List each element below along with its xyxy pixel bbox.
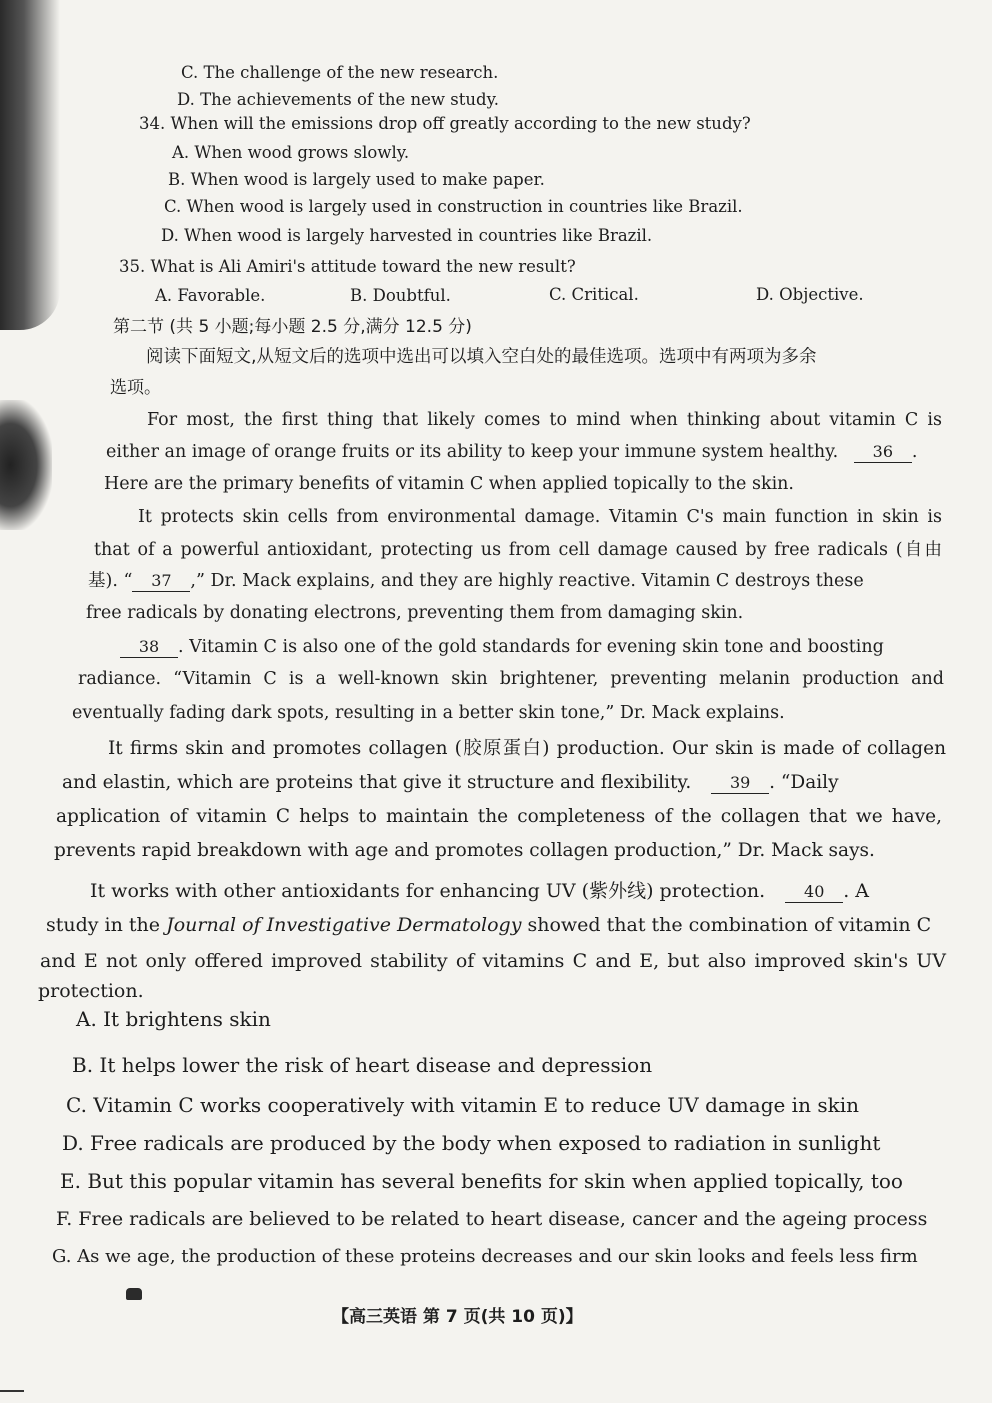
q35-option-b: B. Doubtful. — [350, 286, 451, 305]
scan-mark-icon — [126, 1288, 142, 1300]
blank-38[interactable]: 38 — [120, 637, 178, 658]
q34-option-b: B. When wood is largely used to make paper. — [168, 170, 545, 189]
passage-text: and elastin, which are proteins that give it structure and flexibility. — [62, 772, 692, 793]
option-a[interactable]: A. It brightens skin — [76, 1007, 271, 1031]
passage-text: study in the — [46, 914, 167, 936]
option-e[interactable]: E. But this popular vitamin has several benefits for skin when applied topically, too — [60, 1169, 903, 1193]
passage-text: either an image of orange fruits or its ability to keep your immune system healthy. — [106, 442, 839, 462]
passage-line: It firms skin and promotes collagen (胶原蛋白) production. Our skin is made of collagen — [108, 738, 946, 759]
q34-option-d: D. When wood is largely harvested in countries like Brazil. — [161, 226, 653, 245]
blank-36[interactable]: 36 — [854, 442, 912, 463]
passage-line — [62, 772, 839, 794]
q33-option-c: C. The challenge of the new research. — [181, 63, 499, 82]
q34-option-a: A. When wood grows slowly. — [172, 143, 410, 162]
scan-blot — [0, 400, 52, 530]
passage-line: application of vitamin C helps to maintain the completeness of the collagen that we have, — [56, 806, 942, 827]
passage-line: protection. — [38, 980, 144, 1002]
blank-39[interactable]: 39 — [711, 773, 769, 794]
passage-text: . “Daily — [769, 772, 839, 793]
blank-37[interactable]: 37 — [132, 571, 190, 592]
section-instructions-cont: 选项。 — [110, 378, 161, 398]
passage-line: radiance. “Vitamin C is a well-known skin brightener, preventing melanin production and — [78, 669, 944, 689]
passage-text: It works with other antioxidants for enhancing UV (紫外线) protection. — [90, 880, 766, 902]
journal-title: Journal of Investigative Dermatology — [166, 914, 522, 936]
option-d[interactable]: D. Free radicals are produced by the body when exposed to radiation in sunlight — [62, 1131, 881, 1155]
passage-line — [90, 880, 869, 903]
passage-line: eventually fading dark spots, resulting in a better skin tone,” Dr. Mack explains. — [72, 703, 785, 723]
q34-option-c: C. When wood is largely used in construction in countries like Brazil. — [164, 197, 743, 216]
passage-line — [46, 914, 931, 936]
scan-shadow — [0, 0, 60, 330]
passage-text: . A — [843, 880, 870, 902]
passage-line: Here are the primary benefits of vitamin C when applied topically to the skin. — [104, 474, 794, 494]
passage-line — [88, 570, 864, 592]
q33-option-d: D. The achievements of the new study. — [177, 90, 499, 109]
passage-line: free radicals by donating electrons, preventing them from damaging skin. — [86, 603, 744, 623]
passage-line: prevents rapid breakdown with age and promotes collagen production,” Dr. Mack says. — [54, 840, 875, 861]
passage-line: and E not only offered improved stability of vitamins C and E, but also improved skin's UV — [40, 950, 946, 972]
passage-text: . — [911, 442, 918, 462]
option-f[interactable]: F. Free radicals are believed to be related to heart disease, cancer and the ageing process — [56, 1208, 928, 1230]
passage-text: . Vitamin C is also one of the gold standards for evening skin tone and boosting — [178, 637, 884, 657]
option-c[interactable]: C. Vitamin C works cooperatively with vitamin E to reduce UV damage in skin — [66, 1093, 859, 1117]
passage-line: For most, the first thing that likely comes to mind when thinking about vitamin C is — [147, 410, 942, 430]
passage-line: that of a powerful antioxidant, protecting us from cell damage caused by free radicals (自由 — [94, 540, 942, 560]
passage-text: ,” Dr. Mack explains, and they are highly reactive. Vitamin C destroys these — [190, 571, 864, 591]
q35-stem: 35. What is Ali Amiri's attitude toward the new result? — [119, 257, 576, 276]
q35-option-a: A. Favorable. — [155, 286, 266, 305]
blank-40[interactable]: 40 — [785, 882, 843, 903]
passage-text: 基). “ — [88, 571, 133, 591]
passage-line — [120, 636, 884, 658]
passage-text: showed that the combination of vitamin C — [521, 914, 932, 936]
passage-line — [106, 441, 917, 463]
passage-line: It protects skin cells from environmental damage. Vitamin C's main function in skin is — [138, 507, 942, 527]
q35-option-d: D. Objective. — [756, 285, 864, 304]
q34-stem: 34. When will the emissions drop off greatly according to the new study? — [139, 114, 751, 133]
option-g[interactable]: G. As we age, the production of these proteins decreases and our skin looks and feels less firm — [52, 1246, 918, 1267]
page-footer: 【高三英语 第 7 页(共 10 页)】 — [332, 1307, 583, 1327]
option-b[interactable]: B. It helps lower the risk of heart disease and depression — [72, 1053, 653, 1077]
edge-mark — [0, 1390, 24, 1392]
q35-option-c: C. Critical. — [549, 285, 639, 304]
section-instructions: 阅读下面短文,从短文后的选项中选出可以填入空白处的最佳选项。选项中有两项为多余 — [146, 347, 817, 367]
section-heading: 第二节 (共 5 小题;每小题 2.5 分,满分 12.5 分) — [113, 317, 472, 337]
